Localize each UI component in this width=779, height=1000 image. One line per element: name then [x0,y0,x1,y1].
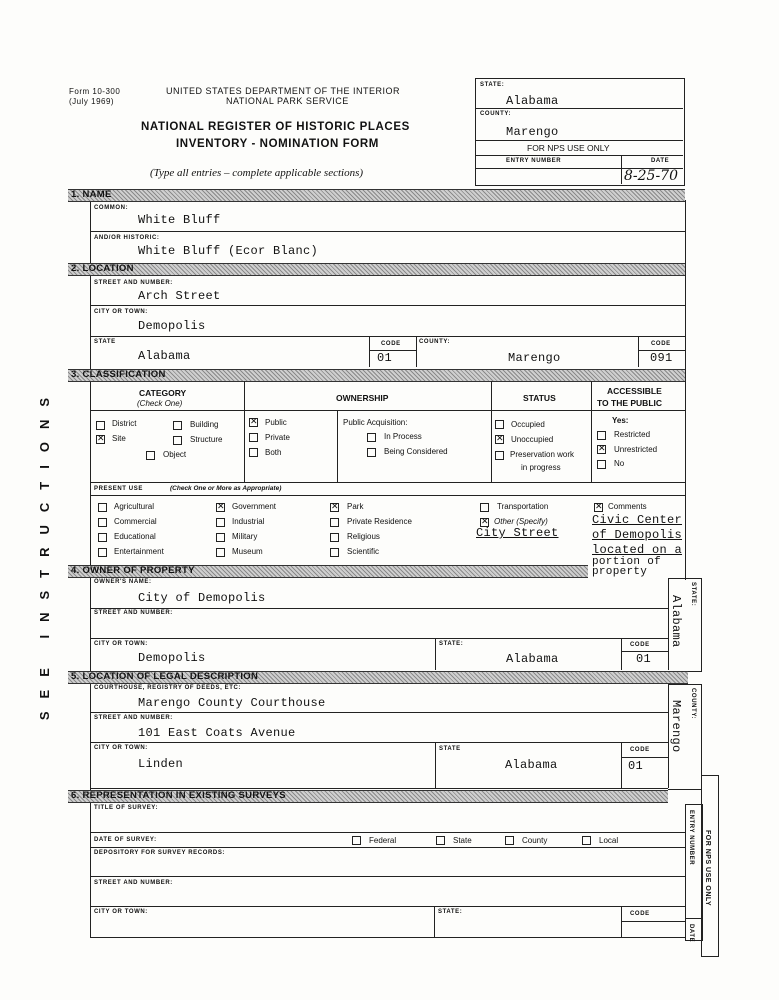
section3-header: 3. CLASSIFICATION [68,369,685,382]
section4-header: 4. OWNER OF PROPERTY [68,565,588,578]
s5-courthouse-label: COURTHOUSE, REGISTRY OF DEEDS, ETC: [94,685,242,691]
museum-label: Museum [232,547,263,556]
educational-label: Educational [114,532,156,541]
s4-city-label: CITY OR TOWN: [94,641,148,647]
s5-side-county-value: Marengo [669,700,683,753]
s5-state-value: Alabama [505,758,558,772]
s2-city-label: CITY OR TOWN: [94,309,148,315]
being-considered-checkbox[interactable] [367,448,376,457]
district-label: District [112,419,137,428]
hb-nps-label: FOR NPS USE ONLY [527,143,610,153]
state-checkbox[interactable] [436,836,445,845]
section6-header: 6. REPRESENTATION IN EXISTING SURVEYS [68,790,668,803]
no-checkbox[interactable] [597,460,606,469]
hb-date-label: DATE [651,158,670,164]
instructions-line: (Type all entries – complete applicable sections) [150,167,364,179]
s6-side-date: DATE [688,924,694,943]
s5-code-value: 01 [628,759,644,773]
scientific-label: Scientific [347,547,380,556]
s6-code-label: CODE [630,911,650,917]
s2-state-value: Alabama [138,349,191,363]
educational-checkbox[interactable] [98,533,107,542]
comments-line5: property [592,566,648,578]
s5-city-value: Linden [138,757,184,771]
federal-checkbox[interactable] [352,836,361,845]
s2-code2-label: CODE [651,341,671,347]
page-subtitle: INVENTORY - NOMINATION FORM [176,138,379,150]
hb-county-value: Marengo [506,125,559,139]
s4-side-state-value: Alabama [669,595,683,648]
comments-line1: Civic Center [592,513,683,527]
s4-state-label: STATE: [439,641,464,647]
building-checkbox[interactable] [173,421,182,430]
s6-city-label: CITY OR TOWN: [94,909,148,915]
industrial-checkbox[interactable] [216,518,225,527]
structure-checkbox[interactable] [173,436,182,445]
structure-label: Structure [190,435,223,444]
s3-category-label: CATEGORY [139,388,187,398]
s6-date-label: DATE OF SURVEY: [94,837,157,843]
s6-side-nps: FOR NPS USE ONLY [704,830,711,907]
s6-title-label: TITLE OF SURVEY: [94,805,159,811]
comments-line2: of Demopolis [592,528,683,542]
yes-label: Yes: [612,416,629,425]
transportation-checkbox[interactable] [480,503,489,512]
comments-line3: located on a [592,543,683,557]
other-checkbox[interactable]: ✕ [481,517,489,527]
form-id: Form 10-300 [69,87,121,96]
s2-street-value: Arch Street [138,289,221,303]
s3-ownership-label: OWNERSHIP [336,393,389,403]
s4-street-label: STREET AND NUMBER: [94,610,173,616]
object-checkbox[interactable] [146,451,155,460]
section5-header: 5. LOCATION OF LEGAL DESCRIPTION [68,671,688,684]
s4-code-value: 01 [636,652,652,666]
s4-state-value: Alabama [506,652,559,666]
present-use-sub: (Check One or More as Appropriate) [170,485,282,492]
preservation-label: Preservation work [510,450,575,459]
s2-city-value: Demopolis [138,319,206,333]
form-date: (July 1969) [69,97,115,106]
comments-label: Comments [608,502,647,511]
s6-street-label: STREET AND NUMBER: [94,880,173,886]
unrestricted-label: Unrestricted [614,445,658,454]
side-instructions: SEE INSTRUCTIONS [37,385,52,721]
agricultural-checkbox[interactable] [98,503,107,512]
county-checkbox[interactable] [505,836,514,845]
both-label: Both [265,448,282,457]
s4-owner-value: City of Demopolis [138,591,266,605]
entertainment-checkbox[interactable] [98,548,107,557]
s1-historic-label: AND/OR HISTORIC: [94,235,160,241]
s2-street-label: STREET AND NUMBER: [94,280,173,286]
no-label: No [614,459,625,468]
comments-checkbox[interactable]: ✕ [595,502,603,512]
private-residence-checkbox[interactable] [330,518,339,527]
s6-state-label: STATE: [438,909,463,915]
dept-line1: UNITED STATES DEPARTMENT OF THE INTERIOR [166,86,401,96]
present-use-label: PRESENT USE [94,486,143,492]
s2-county-value: Marengo [508,351,561,365]
unoccupied-checkbox[interactable]: ✕ [496,434,504,444]
s1-common-label: COMMON: [94,205,129,211]
entertainment-label: Entertainment [114,547,164,556]
federal-label: Federal [369,836,397,845]
dept-line2: NATIONAL PARK SERVICE [226,96,349,106]
military-label: Military [232,532,258,541]
s3-access-label2: TO THE PUBLIC [597,398,663,408]
site-label: Site [112,434,126,443]
being-considered-label: Being Considered [384,447,448,456]
state-survey-label: State [453,836,472,845]
s6-depository-label: DEPOSITORY FOR SURVEY RECORDS: [94,850,226,856]
s5-state-label: STATE [439,746,461,752]
s1-common-value: White Bluff [138,213,221,227]
other-label: Other (Specify) [494,517,548,526]
in-process-label: In Process [384,432,422,441]
s2-code2-value: 091 [650,351,673,365]
s5-city-label: CITY OR TOWN: [94,745,148,751]
district-checkbox[interactable] [96,421,105,430]
religious-checkbox[interactable] [330,533,339,542]
restricted-checkbox[interactable] [597,431,606,440]
building-label: Building [190,420,219,429]
s1-historic-value: White Bluff (Ecor Blanc) [138,244,319,258]
public-checkbox[interactable]: ✕ [250,417,258,427]
s2-county-label: COUNTY: [419,339,451,345]
government-label: Government [232,502,277,511]
s3-status-label: STATUS [523,393,556,403]
hb-entry-label: ENTRY NUMBER [506,158,562,164]
section2-header: 2. LOCATION [68,263,685,276]
s2-state-label: STATE [94,339,116,345]
unrestricted-checkbox[interactable]: ✕ [598,444,606,454]
s2-code1-value: 01 [377,351,393,365]
comments-line4: portion of [592,556,662,568]
s6-side-entry: ENTRY NUMBER [688,810,694,866]
private-residence-label: Private Residence [347,517,412,526]
hb-date-value: 8-25-70 [624,168,678,184]
hb-state-label: STATE: [480,82,505,88]
unoccupied-label: Unoccupied [511,435,554,444]
private-label: Private [265,433,290,442]
occupied-checkbox[interactable] [495,420,504,429]
government-checkbox[interactable]: ✕ [217,502,225,512]
commercial-label: Commercial [114,517,157,526]
hb-county-label: COUNTY: [480,111,512,117]
preservation-label2: in progress [521,463,561,472]
both-checkbox[interactable] [249,448,258,457]
s4-city-value: Demopolis [138,651,206,665]
agricultural-label: Agricultural [114,502,155,511]
restricted-label: Restricted [614,430,651,439]
local-survey-label: Local [599,836,619,845]
industrial-label: Industrial [232,517,265,526]
private-checkbox[interactable] [249,433,258,442]
s3-category-sub: (Check One) [137,399,183,408]
page-title: NATIONAL REGISTER OF HISTORIC PLACES [141,121,410,133]
s3-access-label1: ACCESSIBLE [607,386,662,396]
site-checkbox[interactable]: ✕ [97,434,105,444]
hb-state-value: Alabama [506,94,559,108]
military-checkbox[interactable] [216,533,225,542]
scientific-checkbox[interactable] [330,548,339,557]
occupied-label: Occupied [511,420,545,429]
public-acq-label: Public Acquisition: [343,418,408,427]
object-label: Object [163,450,187,459]
s5-street-value: 101 East Coats Avenue [138,726,296,740]
s4-owner-label: OWNER'S NAME: [94,579,152,585]
s4-side-state-label: STATE: [690,582,696,607]
park-checkbox[interactable]: ✕ [331,502,339,512]
s2-code1-label: CODE [381,341,401,347]
s5-street-label: STREET AND NUMBER: [94,715,173,721]
commercial-checkbox[interactable] [98,518,107,527]
transportation-label: Transportation [497,502,549,511]
religious-label: Religious [347,532,380,541]
other-value: City Street [476,526,559,540]
section1-header: 1. NAME [68,189,685,202]
preservation-checkbox[interactable] [495,451,504,460]
s5-code-label: CODE [630,747,650,753]
museum-checkbox[interactable] [216,548,225,557]
s5-side-county-label: COUNTY: [690,688,696,720]
county-survey-label: County [522,836,548,845]
local-checkbox[interactable] [582,836,591,845]
s4-code-label: CODE [630,642,650,648]
s5-courthouse-value: Marengo County Courthouse [138,696,326,710]
park-label: Park [347,502,364,511]
in-process-checkbox[interactable] [367,433,376,442]
public-label: Public [265,418,287,427]
